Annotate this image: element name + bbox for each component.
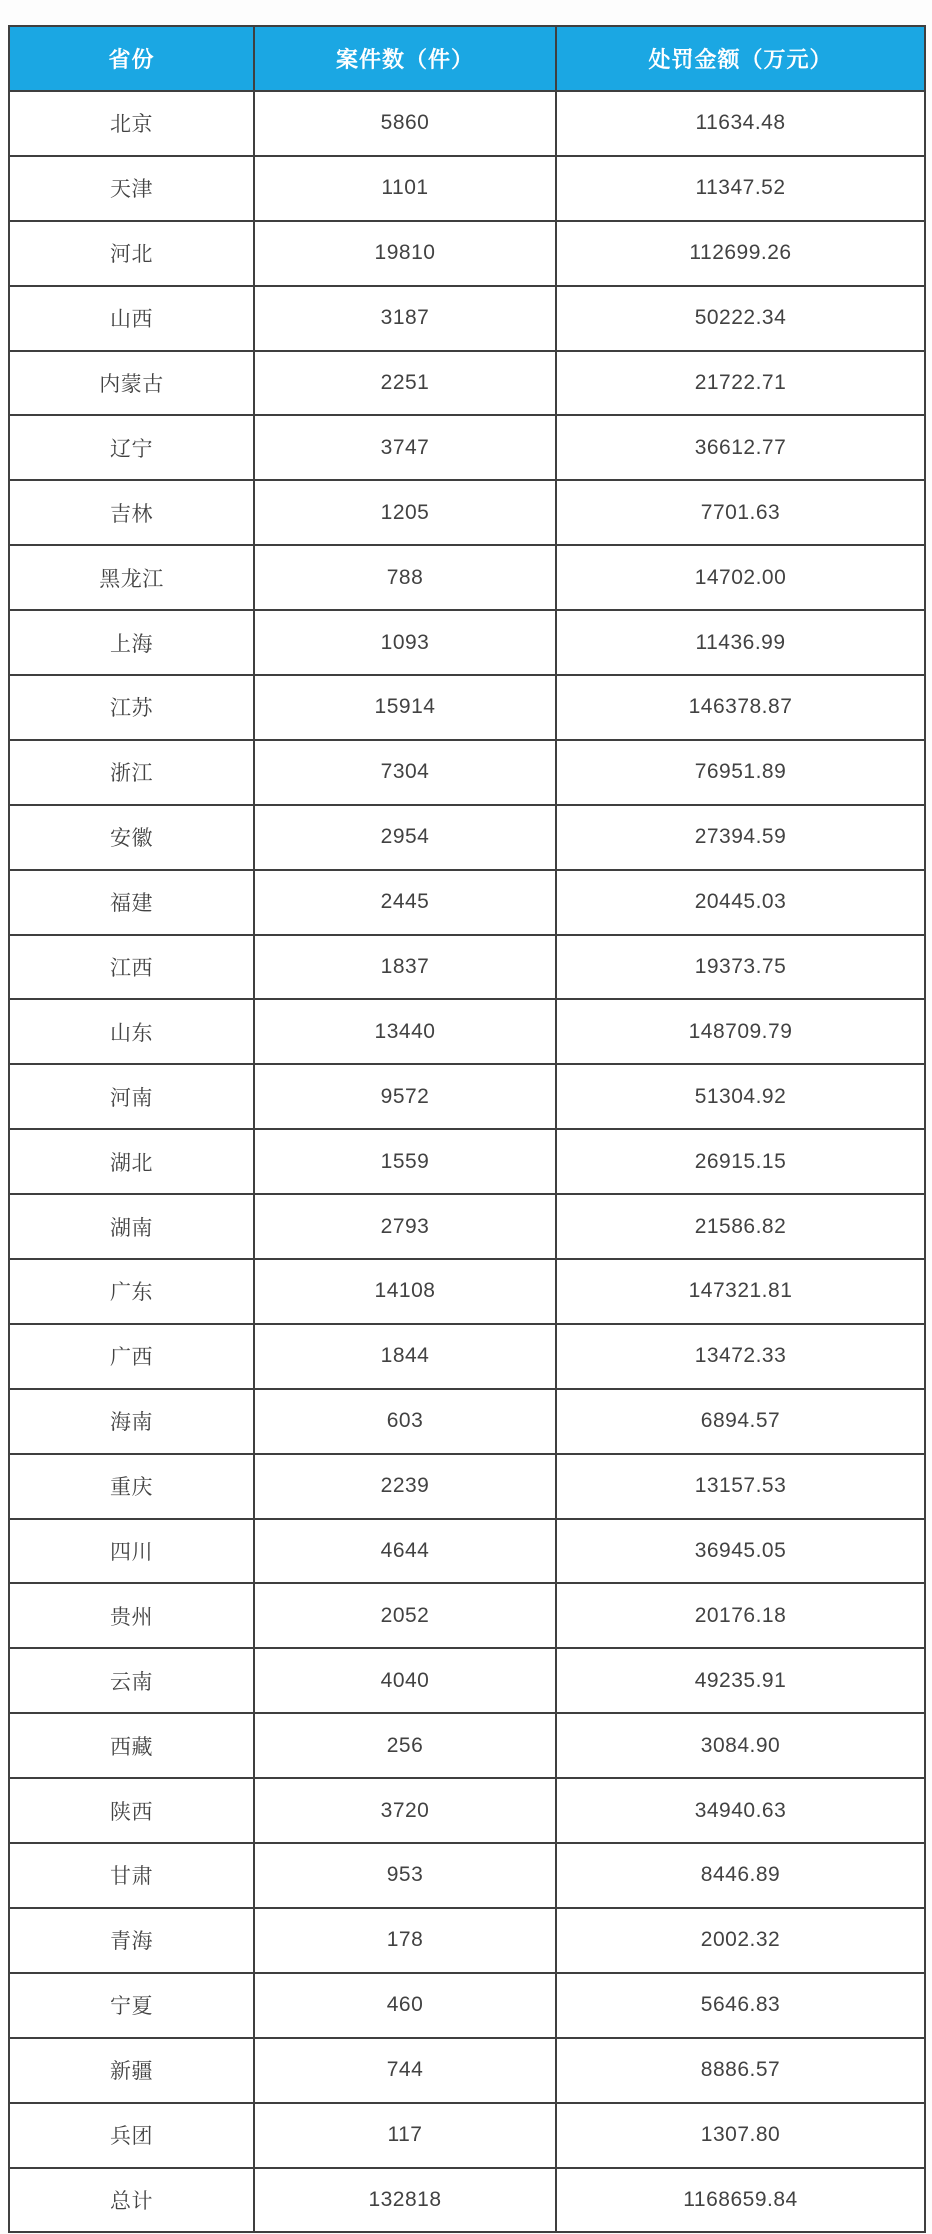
cell-penalty-amount: 5646.83: [556, 1973, 925, 2038]
province-penalty-table: [8, 25, 926, 2233]
cell-case-count: 1093: [254, 610, 556, 675]
cell-penalty-amount: 21586.82: [556, 1194, 925, 1259]
table-row: [9, 1259, 925, 1324]
table-row: [9, 2038, 925, 2103]
cell-case-count: 2251: [254, 351, 556, 416]
cell-province: 贵州: [9, 1583, 254, 1648]
table-row: [9, 1778, 925, 1843]
cell-province: 河北: [9, 221, 254, 286]
table-row: [9, 286, 925, 351]
cell-penalty-amount: 51304.92: [556, 1064, 925, 1129]
cell-penalty-amount: 8446.89: [556, 1843, 925, 1908]
table-row: [9, 480, 925, 545]
table-body: [9, 91, 925, 2232]
cell-penalty-amount: 13472.33: [556, 1324, 925, 1389]
cell-province: 内蒙古: [9, 351, 254, 416]
cell-penalty-amount: 8886.57: [556, 2038, 925, 2103]
table-row: [9, 1713, 925, 1778]
cell-case-count: 15914: [254, 675, 556, 740]
header-case-count: 案件数（件）: [254, 26, 556, 91]
cell-penalty-amount: 19373.75: [556, 935, 925, 1000]
cell-penalty-amount: 27394.59: [556, 805, 925, 870]
cell-penalty-amount: 11436.99: [556, 610, 925, 675]
cell-case-count: 9572: [254, 1064, 556, 1129]
cell-province: 江西: [9, 935, 254, 1000]
cell-penalty-amount: 20445.03: [556, 870, 925, 935]
table-row: [9, 610, 925, 675]
table-row: [9, 351, 925, 416]
cell-province: 山西: [9, 286, 254, 351]
cell-penalty-amount: 146378.87: [556, 675, 925, 740]
cell-case-count: 117: [254, 2103, 556, 2168]
cell-case-count: 5860: [254, 91, 556, 156]
cell-case-count: 3747: [254, 415, 556, 480]
table-row: [9, 740, 925, 805]
cell-case-count: 2052: [254, 1583, 556, 1648]
cell-case-count: 256: [254, 1713, 556, 1778]
cell-province: 海南: [9, 1389, 254, 1454]
cell-penalty-amount: 11347.52: [556, 156, 925, 221]
cell-penalty-amount: 36612.77: [556, 415, 925, 480]
cell-penalty-amount: 76951.89: [556, 740, 925, 805]
table-row: [9, 805, 925, 870]
cell-province: 云南: [9, 1648, 254, 1713]
cell-province: 兵团: [9, 2103, 254, 2168]
cell-penalty-amount: 7701.63: [556, 480, 925, 545]
cell-penalty-amount: 6894.57: [556, 1389, 925, 1454]
table-row: [9, 2103, 925, 2168]
table-header: [9, 26, 925, 91]
cell-province: 陕西: [9, 1778, 254, 1843]
cell-province: 黑龙江: [9, 545, 254, 610]
table-row: [9, 1519, 925, 1584]
table-row: [9, 1129, 925, 1194]
cell-case-count: 14108: [254, 1259, 556, 1324]
cell-case-count: 1844: [254, 1324, 556, 1389]
table-row: [9, 1064, 925, 1129]
cell-province: 广西: [9, 1324, 254, 1389]
cell-case-count: 953: [254, 1843, 556, 1908]
cell-case-count: 19810: [254, 221, 556, 286]
cell-province: 甘肃: [9, 1843, 254, 1908]
cell-penalty-amount: 50222.34: [556, 286, 925, 351]
table-row: [9, 1843, 925, 1908]
cell-case-count: 2239: [254, 1454, 556, 1519]
cell-province: 河南: [9, 1064, 254, 1129]
cell-penalty-amount: 148709.79: [556, 999, 925, 1064]
cell-penalty-amount: 49235.91: [556, 1648, 925, 1713]
cell-province: 江苏: [9, 675, 254, 740]
cell-province: 四川: [9, 1519, 254, 1584]
cell-penalty-amount: 147321.81: [556, 1259, 925, 1324]
cell-province: 湖南: [9, 1194, 254, 1259]
cell-case-count: 1205: [254, 480, 556, 545]
cell-case-count: 132818: [254, 2168, 556, 2233]
header-row: [9, 26, 925, 91]
cell-penalty-amount: 26915.15: [556, 1129, 925, 1194]
table-row: [9, 1648, 925, 1713]
cell-case-count: 788: [254, 545, 556, 610]
cell-penalty-amount: 1307.80: [556, 2103, 925, 2168]
table-row: [9, 1389, 925, 1454]
table-row: [9, 999, 925, 1064]
cell-case-count: 13440: [254, 999, 556, 1064]
cell-province: 天津: [9, 156, 254, 221]
table-row: [9, 675, 925, 740]
cell-province: 山东: [9, 999, 254, 1064]
cell-case-count: 2793: [254, 1194, 556, 1259]
header-penalty-amount: 处罚金额（万元）: [556, 26, 925, 91]
cell-case-count: 2954: [254, 805, 556, 870]
cell-province: 宁夏: [9, 1973, 254, 2038]
cell-province: 吉林: [9, 480, 254, 545]
cell-case-count: 3187: [254, 286, 556, 351]
cell-penalty-amount: 1168659.84: [556, 2168, 925, 2233]
cell-case-count: 603: [254, 1389, 556, 1454]
table-row: [9, 91, 925, 156]
table-row: [9, 1324, 925, 1389]
cell-case-count: 7304: [254, 740, 556, 805]
cell-penalty-amount: 36945.05: [556, 1519, 925, 1584]
cell-case-count: 1101: [254, 156, 556, 221]
table-row: [9, 1454, 925, 1519]
table-row: [9, 156, 925, 221]
cell-case-count: 178: [254, 1908, 556, 1973]
table-row: [9, 415, 925, 480]
table-row: [9, 545, 925, 610]
cell-penalty-amount: 14702.00: [556, 545, 925, 610]
table-row: [9, 1583, 925, 1648]
cell-penalty-amount: 13157.53: [556, 1454, 925, 1519]
cell-penalty-amount: 2002.32: [556, 1908, 925, 1973]
cell-province: 北京: [9, 91, 254, 156]
cell-province: 浙江: [9, 740, 254, 805]
table-row: [9, 1973, 925, 2038]
cell-province: 辽宁: [9, 415, 254, 480]
cell-penalty-amount: 20176.18: [556, 1583, 925, 1648]
total-row: [9, 2168, 925, 2233]
cell-case-count: 1837: [254, 935, 556, 1000]
cell-province: 湖北: [9, 1129, 254, 1194]
cell-penalty-amount: 3084.90: [556, 1713, 925, 1778]
cell-penalty-amount: 11634.48: [556, 91, 925, 156]
table-row: [9, 935, 925, 1000]
cell-province: 安徽: [9, 805, 254, 870]
cell-province: 新疆: [9, 2038, 254, 2103]
table-row: [9, 221, 925, 286]
cell-case-count: 1559: [254, 1129, 556, 1194]
cell-case-count: 460: [254, 1973, 556, 2038]
cell-case-count: 3720: [254, 1778, 556, 1843]
header-province: 省份: [9, 26, 254, 91]
cell-case-count: 4644: [254, 1519, 556, 1584]
cell-case-count: 4040: [254, 1648, 556, 1713]
cell-case-count: 744: [254, 2038, 556, 2103]
cell-province: 总计: [9, 2168, 254, 2233]
cell-province: 西藏: [9, 1713, 254, 1778]
cell-province: 重庆: [9, 1454, 254, 1519]
cell-penalty-amount: 21722.71: [556, 351, 925, 416]
cell-province: 福建: [9, 870, 254, 935]
cell-penalty-amount: 34940.63: [556, 1778, 925, 1843]
table-row: [9, 1194, 925, 1259]
cell-penalty-amount: 112699.26: [556, 221, 925, 286]
cell-province: 青海: [9, 1908, 254, 1973]
cell-province: 上海: [9, 610, 254, 675]
cell-province: 广东: [9, 1259, 254, 1324]
table-row: [9, 870, 925, 935]
table-row: [9, 1908, 925, 1973]
cell-case-count: 2445: [254, 870, 556, 935]
